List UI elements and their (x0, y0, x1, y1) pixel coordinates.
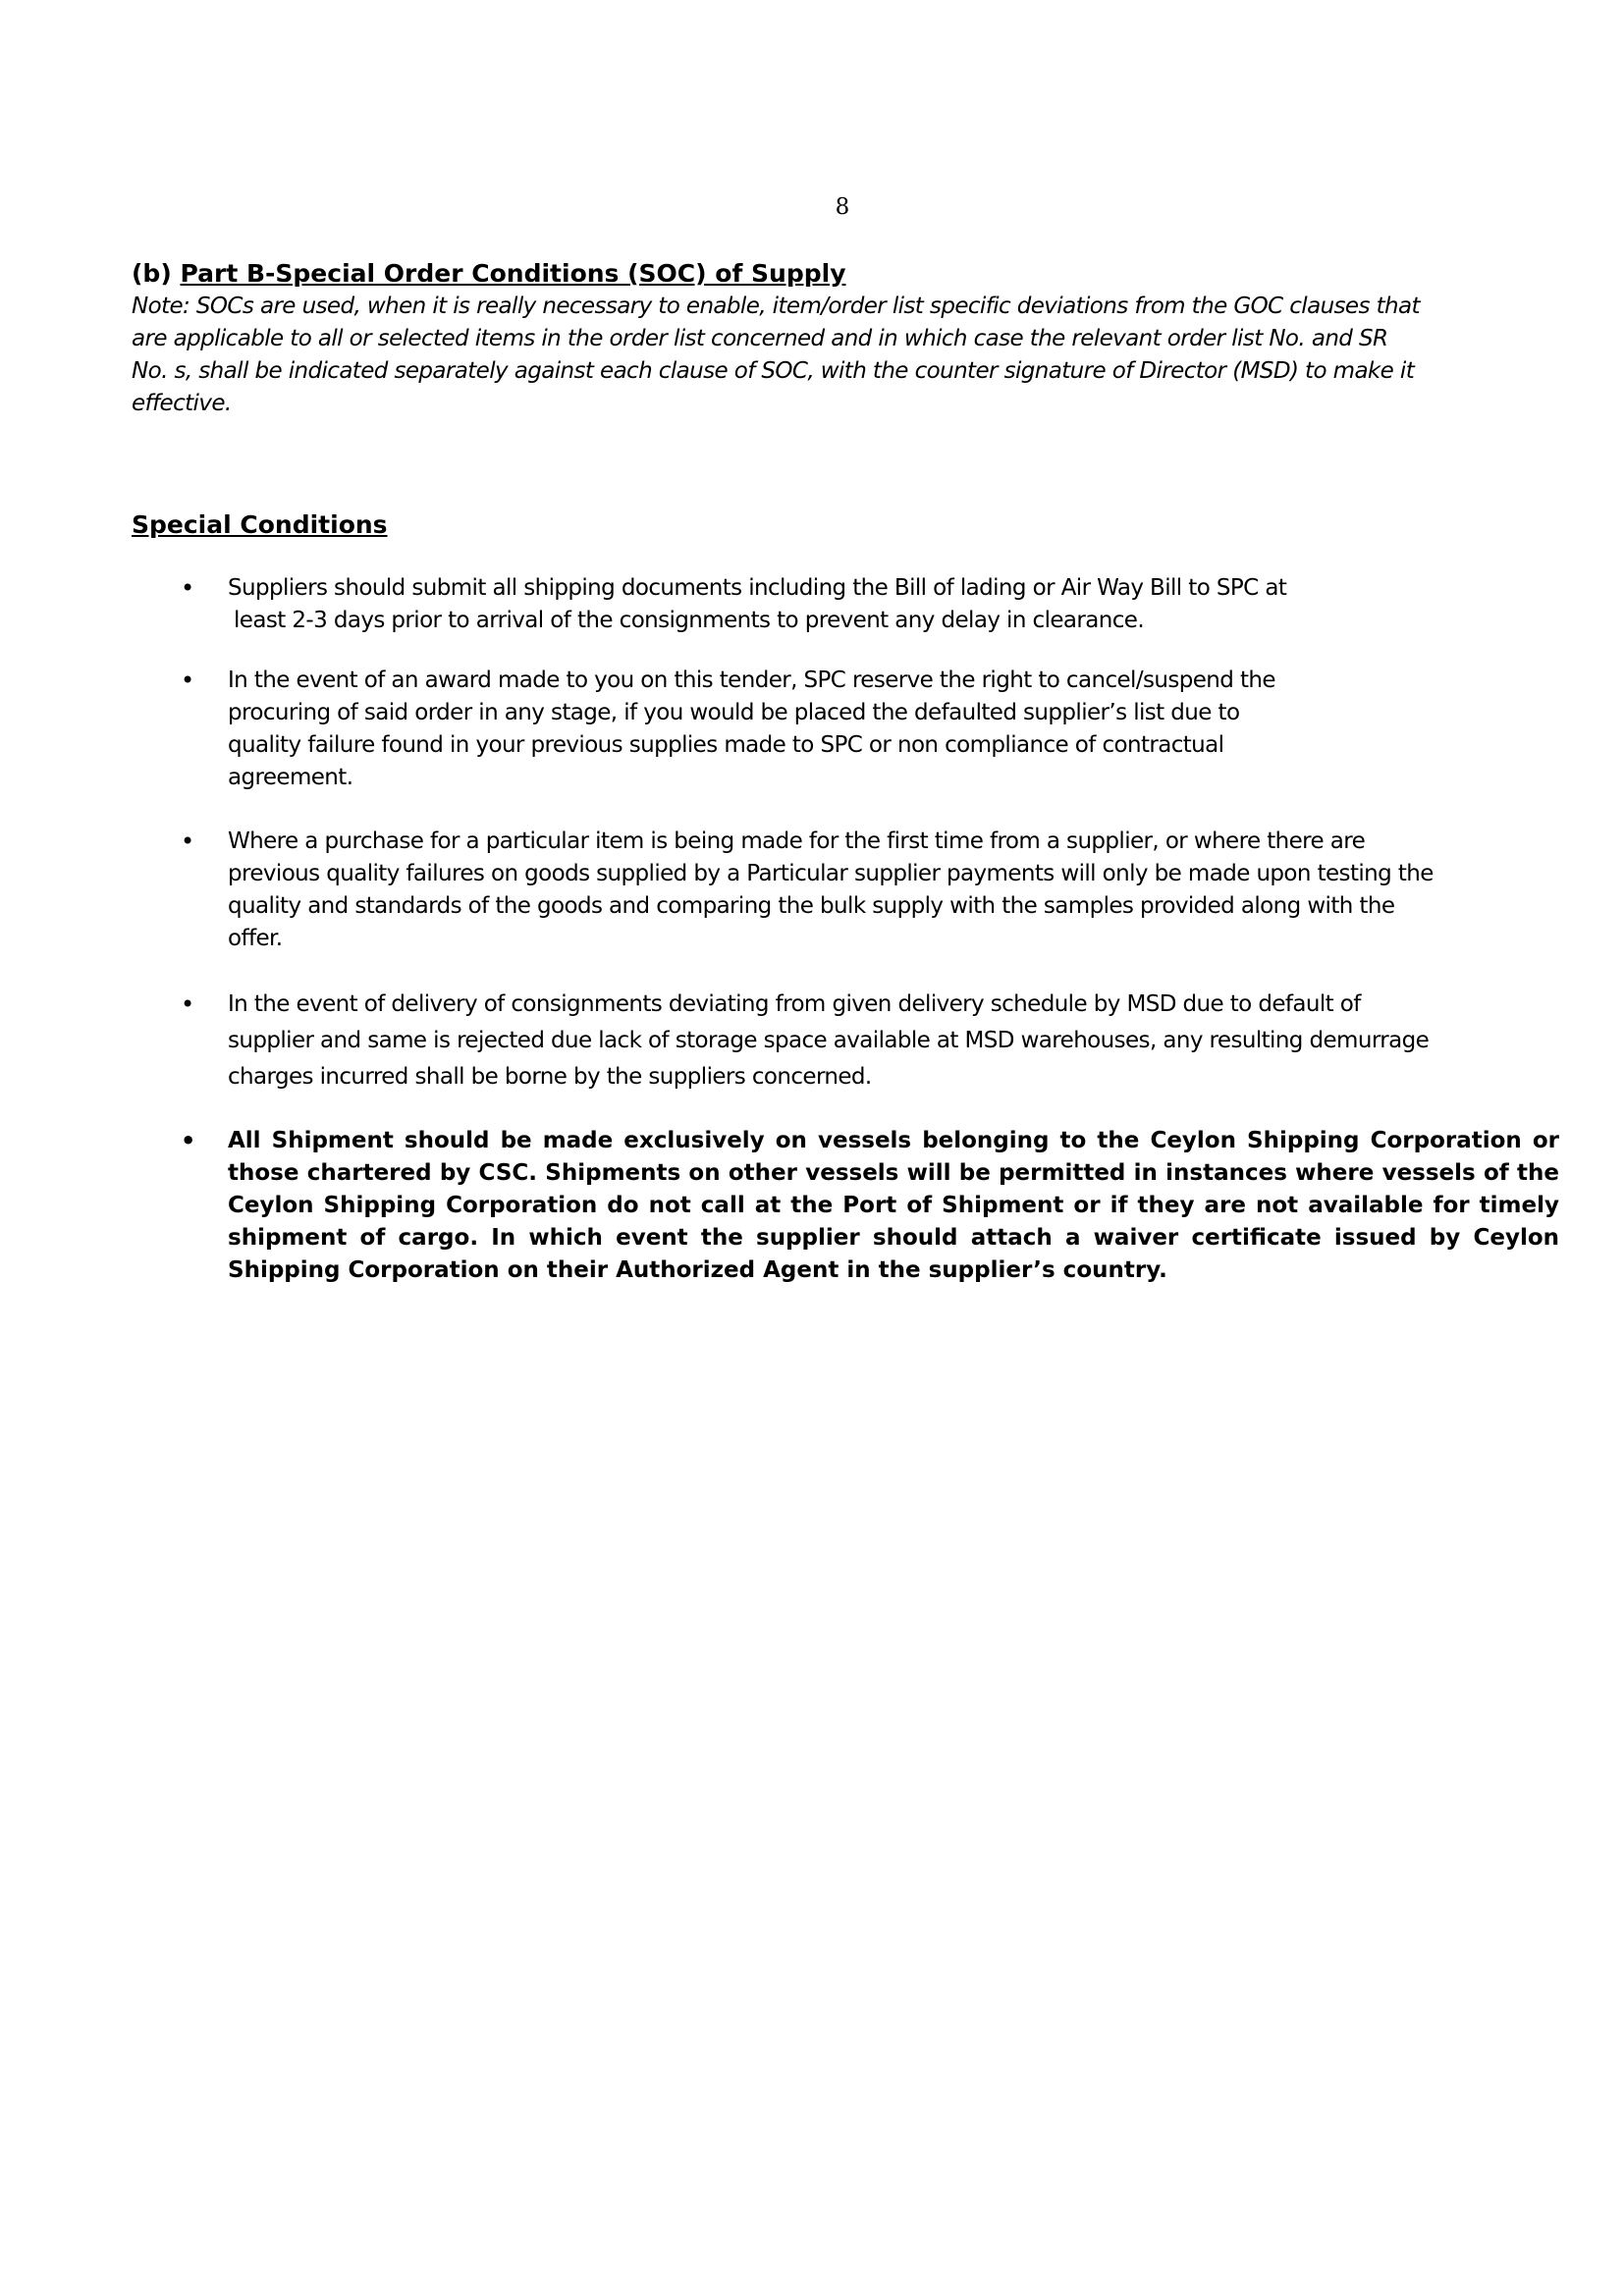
list-item-line: procuring of said order in any stage, if you would be placed the defaulted supplier’s list due to (228, 700, 1240, 725)
list-item-line: agreement. (228, 765, 353, 790)
list-item-line: quality and standards of the goods and comparing the bulk supply with the samples provided along with the (228, 893, 1395, 919)
list-item (228, 987, 1559, 1095)
section-note (132, 291, 1565, 420)
list-item-line: previous quality failures on goods supplied by a Particular supplier payments will only be made upon testing the (228, 861, 1434, 886)
section-heading (132, 257, 1565, 291)
page-number: 8 (835, 194, 850, 220)
list-item-line: quality failure found in your previous supplies made to SPC or non compliance of contractual (228, 732, 1224, 758)
note-line: No. s, shall be indicated separately against each clause of SOC, with the counter signature of Director (MSD) to make it (132, 358, 1415, 384)
list-item-line: • Where a purchase for a particular item is being made for the first time from a supplier, or where there are (228, 828, 1366, 854)
section-title: Part B-Special Order Conditions (SOC) of Supply (180, 259, 846, 288)
section-prefix: (b) (132, 259, 172, 288)
list-item (228, 572, 1445, 637)
list-item-line: • In the event of an award made to you on this tender, SPC reserve the right to cancel/suspend the (228, 667, 1275, 693)
list-item-bold: • All Shipment should be made exclusively on vessels belonging to the Ceylon Shipping Corporation or those chartered by CSC. Shipments on other vessels will be permitted in instances where vessels of the Ceylon Shipping Corporation do not call at the Port of Shipment or if they are not available for timely shipment of cargo. In which event the supplier should attach a waiver certificate issued by Ceylon Shipping Corporation on their Authorized Agent in the supplier’s country. (228, 1125, 1559, 1287)
list-item-line: least 2-3 days prior to arrival of the consignments to prevent any delay in clearance. (234, 608, 1145, 633)
list-item-line: • Suppliers should submit all shipping documents including the Bill of lading or Air Way Bill to SPC at (228, 575, 1287, 601)
special-conditions-heading: Special Conditions (132, 510, 388, 539)
note-line: effective. (132, 391, 232, 416)
list-item-line: offer. (228, 926, 283, 951)
note-line: are applicable to all or selected items in the order list concerned and in which case the relevant order list No. and SR (132, 326, 1388, 351)
list-item-line: supplier and same is rejected due lack of storage space available at MSD warehouses, any resulting demurrage (228, 1028, 1430, 1053)
list-item-line: • In the event of delivery of consignments deviating from given delivery schedule by MSD due to default of (228, 991, 1361, 1017)
list-item (228, 826, 1559, 955)
list-item-line: charges incurred shall be borne by the suppliers concerned. (228, 1064, 872, 1090)
list-item (228, 665, 1445, 794)
section-part-b (132, 257, 1565, 420)
note-line: Note: SOCs are used, when it is really necessary to enable, item/order list specific deviations from the GOC clauses that (132, 294, 1420, 319)
